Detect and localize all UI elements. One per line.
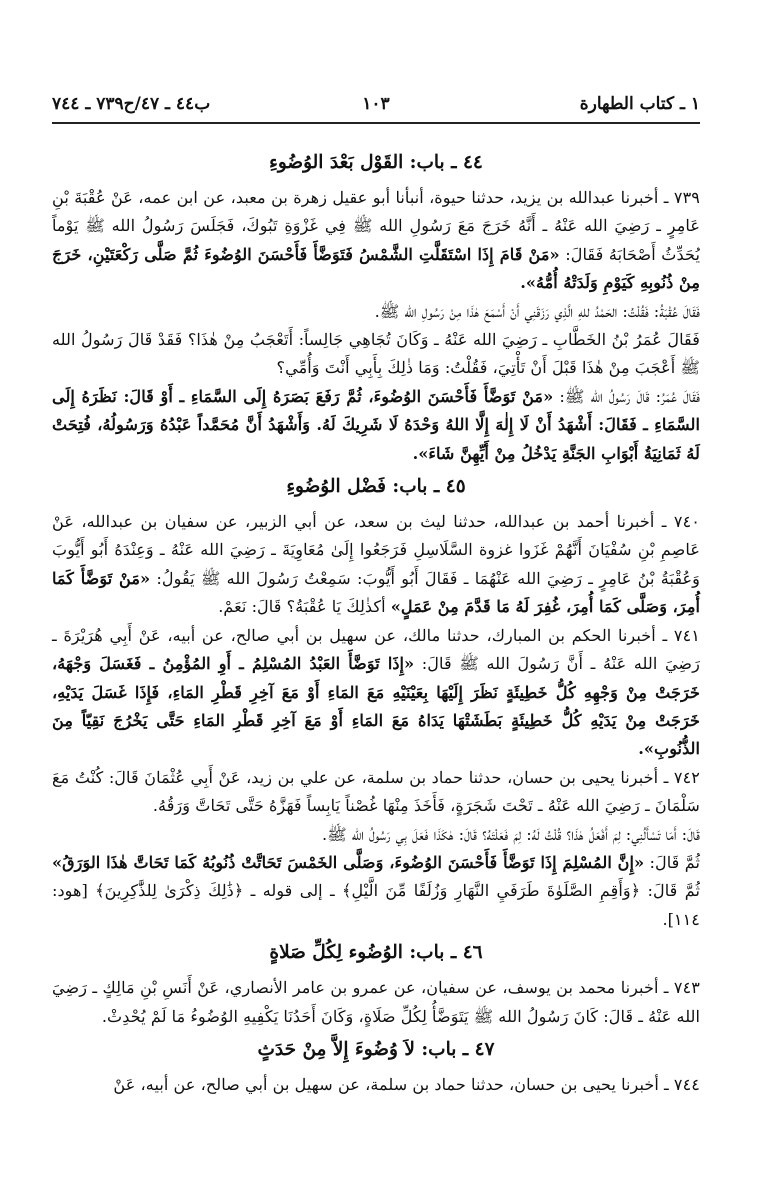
hadith-text: «مَنْ تَوَضَّأَ فَأَحْسَنَ الوُضُوءَ، ثُمَّ رَفَعَ بَصَرَهُ إِلَى السَّمَاءِ ـ أَوْ قَالَ: نَظَرَهُ إِلَى السَّمَاءِ ـ فَقَالَ: أَشْهَدُ أَنْ لَا إِلٰهَ إِلَّا اللهُ وَحْدَهُ لَا شَرِيكَ لَهُ. وَأَشْهَدُ أَنَّ مُحَمَّداً عَبْدُهُ وَرَسُولُهُ، فُتِحَتْ لَهُ ثَمَانِيَةُ أَبْوَابِ الجَنَّةِ يَدْخُلُ مِنْ أَيِّهِنَّ شَاءَ». [52, 386, 700, 463]
narration-text: فَقَالَ عُمَرُ بْنُ الخَطَّابِ ـ رَضِيَ الله عَنْهُ ـ وَكَانَ تُجَاهِي جَالِساً: أَتَعْجَبُ مِنْ هٰذَا؟ فَقَدْ قَالَ رَسُولُ الله ﷺ أَعْجَبَ مِنْ هٰذَا قَبْلَ أَنْ تَأْتِيَ، فَقُلْتُ: وَمَا ذٰلِكَ بِأَبِي أَنْتَ وَأُمِّي؟ [52, 330, 700, 378]
hadith-paragraph [52, 849, 700, 934]
narration-text: ٧٣٩ ـ أخبرنا عبدالله بن يزيد، حدثنا حيوة، أنبأنا أبو عقيل زهرة بن معبد، عن ابن عمه، عَنْ عُقْبَةَ بْنِ عَامِرٍ ـ رَضِيَ الله عَنْهُ ـ أَنَّهُ خَرَجَ مَعَ رَسُولِ الله ﷺ فِي غَزْوَةِ تَبُوكَ، فَجَلَسَ رَسُولُ الله ﷺ يَوْماً يُحَدِّثُ أَصْحَابَهُ فَقَالَ: [52, 188, 700, 264]
narration-text: قَالَ: أَمَا تَسْأَلُنِي: لِمَ أَفْعَلُ هٰذَا؟ قُلْتُ لَهُ: لِمَ فَعَلْتَهُ؟ قَالَ: هٰكَذَا فَعَلَ بِي رَسُولُ الله ﷺ. [321, 824, 700, 844]
chapter-heading: ٤٧ ـ باب: لاَ وُضُوءَ إِلاَّ مِنْ حَدَثٍ [257, 1038, 495, 1060]
narration-text: ٧٤٤ ـ أخبرنا يحيى بن حسان، حدثنا حماد بن سلمة، عن سهيل بن أبي صالح، عن أبيه، عَنْ [113, 1074, 700, 1094]
hadith-paragraph [52, 184, 700, 298]
paragraph [52, 1071, 700, 1099]
paragraph [52, 326, 700, 383]
quran-quote: ثُمَّ قَالَ: ﴿وَأَقِمِ الصَّلَوٰةَ طَرَفَيِ النَّهَارِ وَزُلَفًا مِّنَ الَّيْلِ﴾ ـ إلى قوله ـ ﴿ذَٰلِكَ ذِكْرَىٰ لِلذَّٰكِرِينَ﴾ [هود: ١١٤]. [52, 881, 700, 929]
chapter-heading: ٤٥ ـ باب: فَضْل الوُضُوءِ [286, 476, 466, 498]
book-title: ١ ـ كتاب الطهارة [579, 94, 700, 114]
chapter-heading: ٤٤ ـ باب: القَوْل بَعْدَ الوُضُوءِ [269, 152, 483, 173]
hadith-text: «مَنْ قَامَ إِذَا اسْتَقَلَّتِ الشَّمْسُ فَتَوَضَّأَ فَأَحْسَنَ الوُضُوءَ ثُمَّ صَلَّى رَكْعَتَيْنِ، خَرَجَ مِنْ ذُنُوبِهِ كَيَوْمِ وَلَدَتْهُ أُمُّهُ». [52, 244, 700, 293]
paragraph [52, 298, 700, 326]
narration-text: فَقَالَ عُمَرُ: قَالَ رَسُولُ الله ﷺ: [559, 386, 700, 406]
hadith-text: «مَنْ تَوَضَّأَ كَمَا أُمِرَ، وَصَلَّى كَمَا أُمِرَ، غُفِرَ لَهُ مَا قَدَّمَ مِنْ عَمَلٍ» [52, 568, 700, 617]
chapter-reference: ب٤٤ ـ ٤٧/ح٧٣٩ ـ ٧٤٤ [52, 94, 211, 114]
narration-tail: أكذٰلِكَ يَا عُقْبَةُ؟ قَالَ: نَعَمْ. [218, 597, 386, 617]
hadith-paragraph [52, 508, 700, 622]
running-header [52, 92, 700, 124]
paragraph [52, 764, 700, 821]
narration-text: ٧٤٣ ـ أخبرنا محمد بن يوسف، عن سفيان، عن عمرو بن عامر الأنصاري، عَنْ أَنَسِ بْنِ مَالِكٍ ـ رَضِيَ الله عَنْهُ ـ قَالَ: كَانَ رَسُولُ الله ﷺ يَتَوَضَّأُ لِكُلِّ صَلَاةٍ، وَكَانَ أَحَدُنَا يَكْفِيهِ الوُضُوءُ مَا لَمْ يُحْدِثْ. [52, 978, 700, 1026]
narration-text: ٧٤٢ ـ أخبرنا يحيى بن حسان، حدثنا حماد بن سلمة، عن علي بن زيد، عَنْ أَبِي عُثْمَانَ قَالَ: كُنْتُ مَعَ سَلْمَانَ ـ رَضِيَ الله عَنْهُ ـ تَحْتَ شَجَرَةٍ، فَأَخَذَ مِنْهَا غُصْناً يَابِساً فَهَزَّهُ حَتَّى تَحَاتَّ وَرَقُهُ. [52, 767, 700, 816]
narration-text: ثُمَّ قَالَ: [649, 852, 700, 872]
paragraph [52, 974, 700, 1031]
narration-text: ٧٤٠ ـ أخبرنا أحمد بن عبدالله، حدثنا ليث بن سعد، عن أبي الزبير، عن سفيان بن عبدالله، عَنْ عَاصِمِ بْنِ سُفْيَانَ أَنَّهُمْ غَزَوا غزوة السَّلَاسِلِ فَرَجَعُوا إِلَىٰ مُعَاوِيَةَ ـ رَضِيَ الله عَنْهُ ـ وَعِنْدَهُ أَبُو أَيُّوبَ وَعُقْبَةُ بْنُ عَامِرٍ ـ رَضِيَ الله عَنْهُمَا ـ فَقَالَ أَبُو أَيُّوبَ: سَمِعْتُ رَسُولَ الله ﷺ يَقُولُ: [52, 512, 700, 588]
chapter-heading: ٤٦ ـ باب: الوُضُوء لِكُلِّ صَلاةٍ [269, 942, 483, 964]
hadith-text: «إِنَّ المُسْلِمَ إِذَا تَوَضَّأَ فَأَحْسَنَ الوُضُوءَ، وَصَلَّى الخَمْسَ تَحَاتَّتْ ذُنُوبُهُ كَمَا تَحَاتَّ هٰذَا الوَرَقُ» [52, 852, 645, 872]
narration-text: ٧٤١ ـ أخبرنا الحكم بن المبارك، حدثنا مالك، عن سهيل بن أبي صالح، عن أبيه، عَنْ أَبِي هُرَيْرَةَ ـ رَضِيَ الله عَنْهُ ـ أَنَّ رَسُولَ الله ﷺ قَالَ: [52, 625, 700, 674]
paragraph [52, 821, 700, 849]
hadith-text: «إِذَا تَوَضَّأَ العَبْدُ المُسْلِمُ ـ أَوِ المُؤْمِنُ ـ فَغَسَلَ وَجْهَهُ، خَرَجَتْ مِنْ وَجْهِهِ كُلُّ خَطِيئَةٍ نَظَرَ إِلَيْهَا بِعَيْنَيْهِ مَعَ المَاءِ أَوْ مَعَ آخِرِ قَطْرِ المَاءِ، فَإِذَا غَسَلَ يَدَيْهِ، خَرَجَتْ مِنْ يَدَيْهِ كُلُّ خَطِيئَةٍ بَطَشَتْهَا يَدَاهُ مَعَ المَاءِ أَوْ مَعَ آخِرِ قَطْرِ المَاءِ حَتَّى يَخْرُجَ نَقِيّاً مِنَ الذُّنُوبِ». [52, 654, 700, 759]
narration-text: فَقَالَ عُقْبَةُ: فَقُلْتُ: الحَمْدُ للهِ الَّذِي رَزَقَنِي أَنْ أَسْمَعَ هٰذَا مِنْ رَسُولِ الله ﷺ. [374, 301, 700, 321]
page-body [52, 144, 700, 1099]
page-number: ١٠٣ [362, 94, 390, 114]
hadith-paragraph [52, 383, 700, 468]
hadith-paragraph [52, 622, 700, 764]
